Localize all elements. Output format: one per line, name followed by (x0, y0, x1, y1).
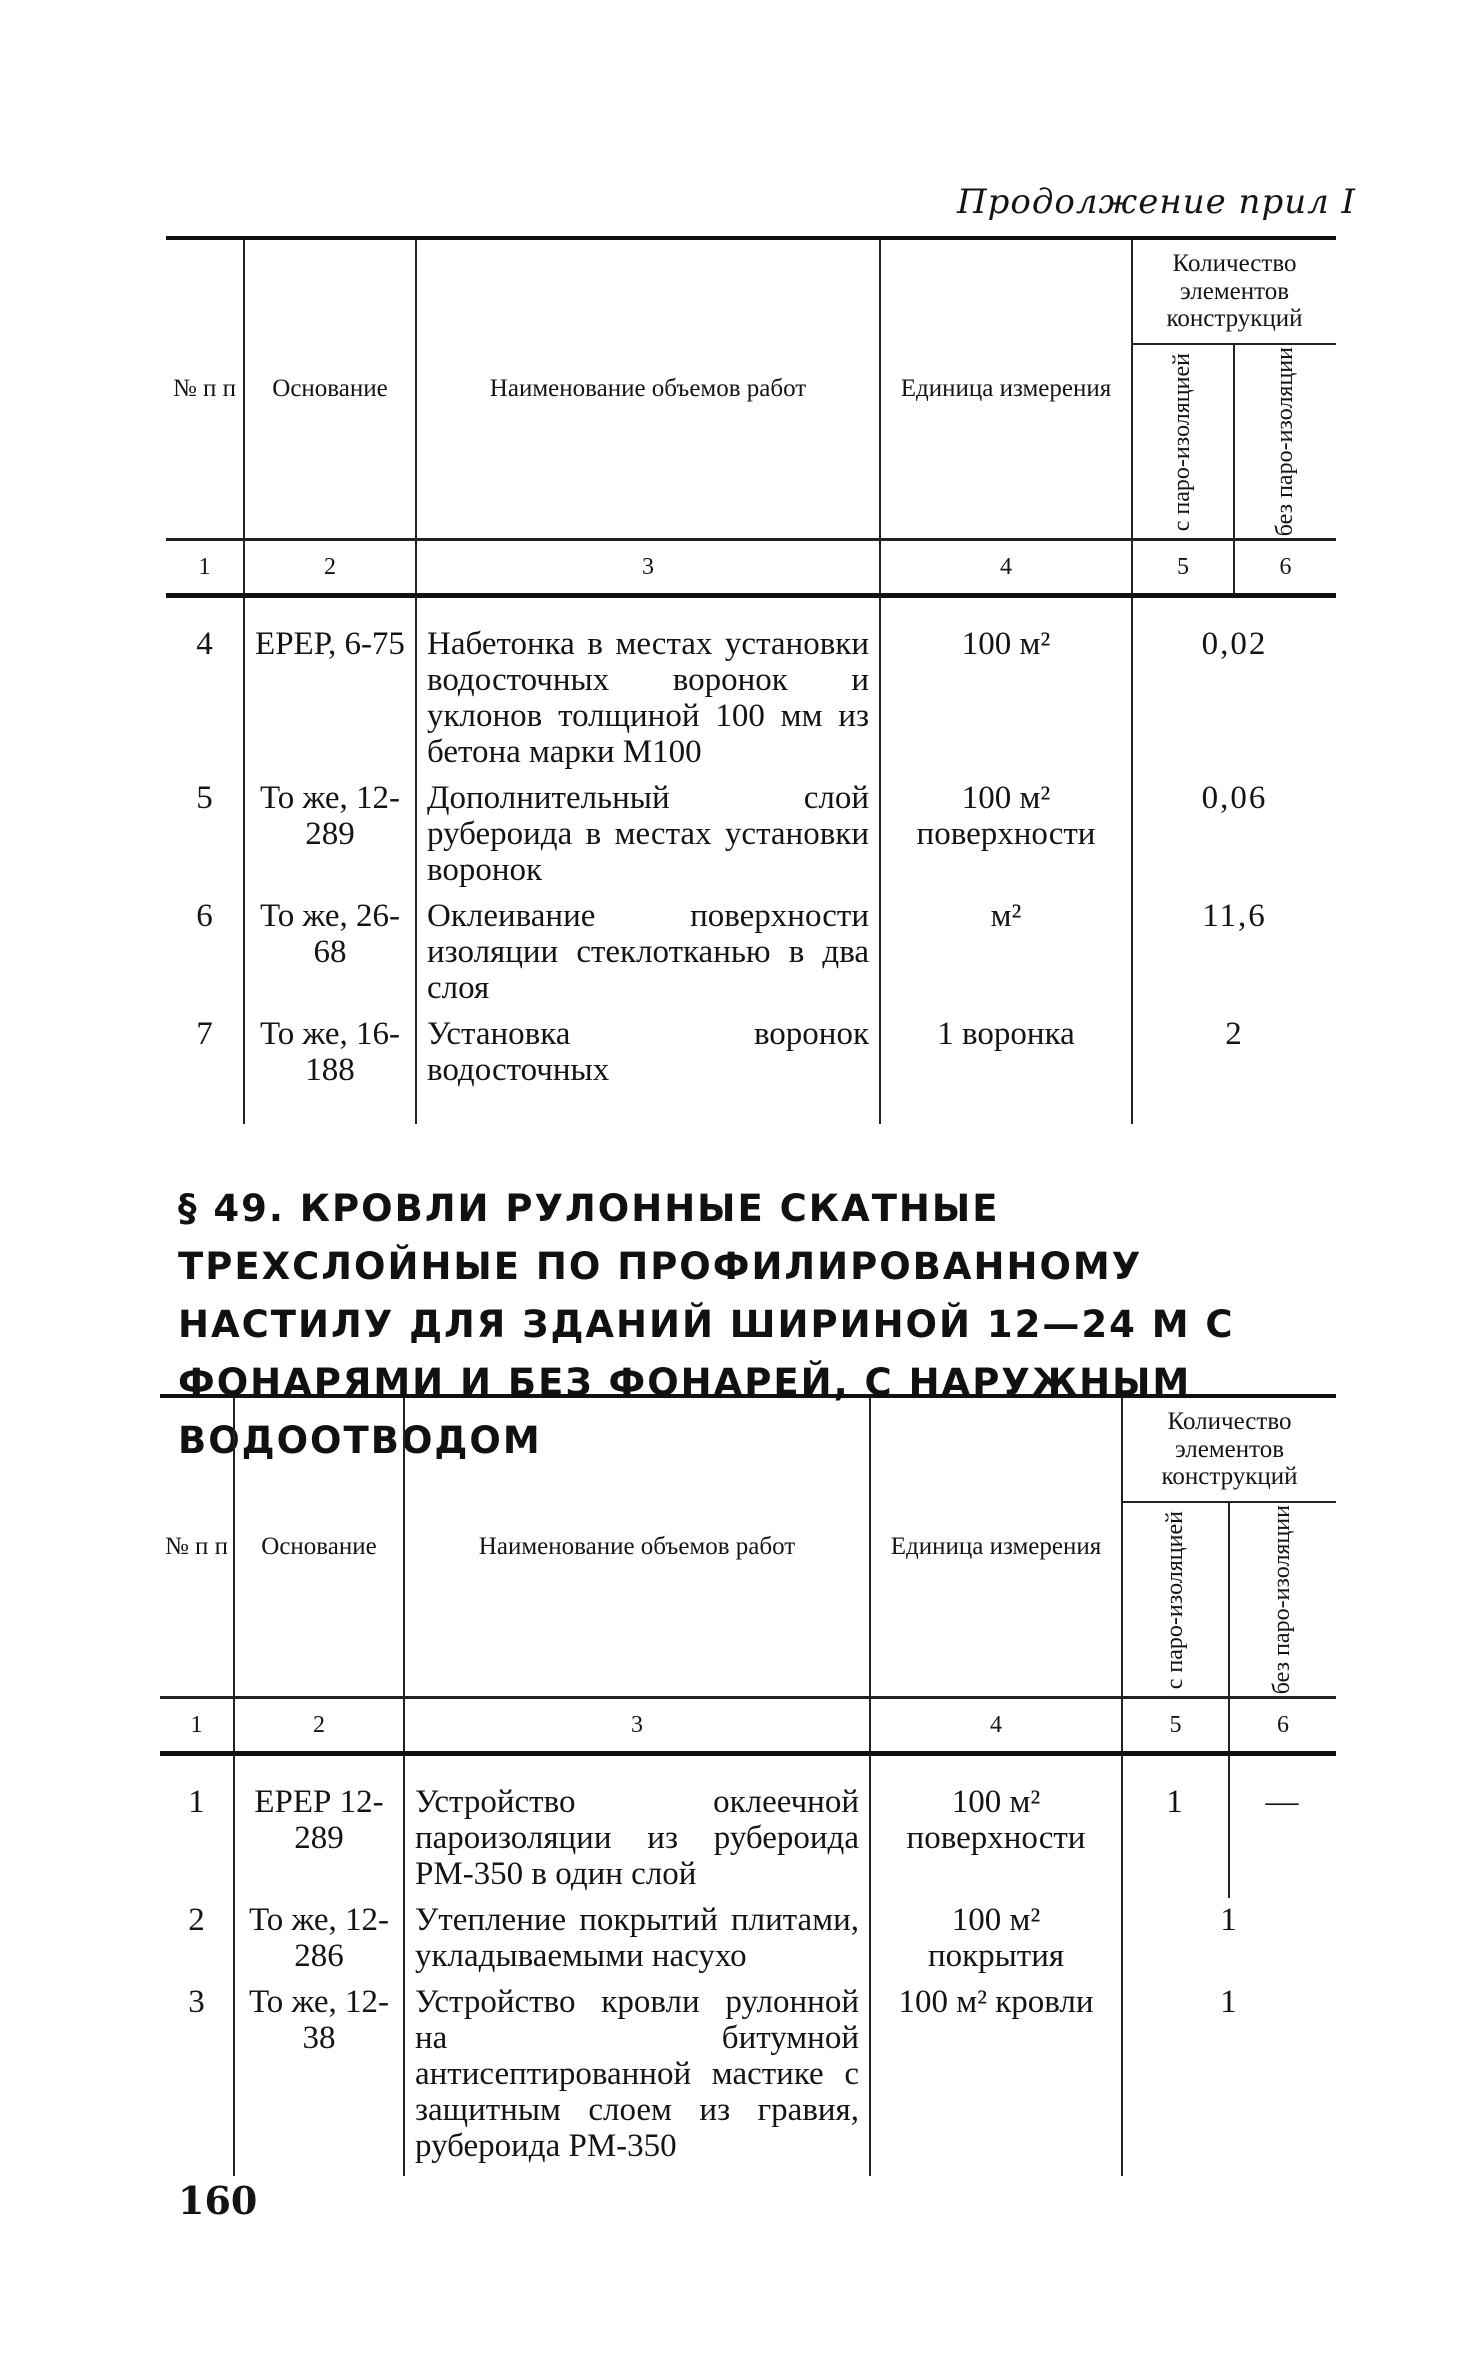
header-qty: Количество элементов конструкций (1122, 1396, 1336, 1502)
row-unit: 100 м² поверхности (880, 776, 1132, 894)
row-work: Оклеивание поверхности изоляции стеклотканью в два слоя (416, 894, 880, 1012)
table-row (166, 596, 1336, 777)
header-qty-with: с паро-изоляцией (1132, 344, 1234, 540)
table-row (166, 1012, 1336, 1124)
col-number: 5 (1122, 1698, 1229, 1754)
header-qty-without: без паро-изоляции (1229, 1502, 1336, 1698)
row-base: То же, 16-188 (244, 1012, 416, 1124)
table-row (166, 776, 1336, 894)
table-row (166, 894, 1336, 1012)
row-num: 5 (166, 776, 244, 894)
row-work: Установка воронок водосточных (416, 1012, 880, 1124)
row-qty: 1 (1122, 1980, 1336, 2176)
row-qty: 11,6 (1132, 894, 1336, 1012)
header-qty: Количество элементов конструкций (1132, 238, 1336, 344)
col-number: 1 (160, 1698, 234, 1754)
row-work: Набетонка в местах установки водосточных воронок и уклонов толщиной 100 мм из бетона марки М100 (416, 596, 880, 777)
col-number: 4 (880, 540, 1132, 596)
row-work: Утепление покрытий плитами, укладываемыми насухо (404, 1898, 870, 1980)
row-qty: 0,06 (1132, 776, 1336, 894)
row-qty: 2 (1132, 1012, 1336, 1124)
header-work: Наименование объемов работ (404, 1396, 870, 1698)
row-unit: 1 воронка (880, 1012, 1132, 1124)
col-number: 2 (244, 540, 416, 596)
header-qty-with: с паро-изоляцией (1122, 1502, 1229, 1698)
row-qty: 0,02 (1132, 596, 1336, 777)
row-base: То же, 12-289 (244, 776, 416, 894)
row-num: 2 (160, 1898, 234, 1980)
section-heading: § 49. КРОВЛИ РУЛОННЫЕ СКАТНЫЕ ТРЕХСЛОЙНЫЕ ПО ПРОФИЛИРОВАННОМУ НАСТИЛУ ДЛЯ ЗДАНИЙ ШИРИНОЙ 12—24 М С ФОНАРЯМИ И БЕЗ ФОНАРЕЙ, С НАРУЖНЫМ ВОДООТВОДОМ (178, 1187, 1235, 1462)
row-work: Устройство оклеечной пароизоляции из рубероида РМ-350 в один слой (404, 1754, 870, 1899)
row-num: 7 (166, 1012, 244, 1124)
header-base: Основание (244, 238, 416, 540)
col-number: 6 (1234, 540, 1336, 596)
works-table-2 (160, 1394, 1336, 2176)
col-number: 1 (166, 540, 244, 596)
row-work: Устройство кровли рулонной на битумной антисептированной мастике с защитным слоем из гравия, рубероида РМ-350 (404, 1980, 870, 2176)
row-qty-without: — (1229, 1754, 1336, 1899)
row-unit: 100 м² покрытия (870, 1898, 1122, 1980)
page-number: 160 (178, 2178, 258, 2223)
header-num: № п п (160, 1396, 234, 1698)
col-number: 6 (1229, 1698, 1336, 1754)
row-work: Дополнительный слой рубероида в местах установки воронок (416, 776, 880, 894)
row-qty-with: 1 (1122, 1754, 1229, 1899)
header-base: Основание (234, 1396, 404, 1698)
table-row (160, 1898, 1336, 1980)
col-number: 5 (1132, 540, 1234, 596)
row-num: 1 (160, 1754, 234, 1899)
table-row (160, 1980, 1336, 2176)
row-base: То же, 12-286 (234, 1898, 404, 1980)
col-number: 4 (870, 1698, 1122, 1754)
row-unit: м² (880, 894, 1132, 1012)
row-num: 6 (166, 894, 244, 1012)
header-work: Наименование объемов работ (416, 238, 880, 540)
works-table-1 (166, 236, 1336, 1124)
table-row (160, 1754, 1336, 1899)
header-qty-without: без паро-изоляции (1234, 344, 1336, 540)
row-base: То же, 12-38 (234, 1980, 404, 2176)
header-unit: Единица измерения (880, 238, 1132, 540)
row-unit: 100 м² (880, 596, 1132, 777)
row-base: ЕРЕР 12-289 (234, 1754, 404, 1899)
row-qty: 1 (1122, 1898, 1336, 1980)
col-number: 2 (234, 1698, 404, 1754)
row-base: ЕРЕР, 6-75 (244, 596, 416, 777)
row-num: 3 (160, 1980, 234, 2176)
row-num: 4 (166, 596, 244, 777)
col-number: 3 (404, 1698, 870, 1754)
row-base: То же, 26-68 (244, 894, 416, 1012)
header-num: № п п (166, 238, 244, 540)
row-unit: 100 м² кровли (870, 1980, 1122, 2176)
col-number: 3 (416, 540, 880, 596)
continuation-note: Продолжение прил I (957, 182, 1356, 222)
header-unit: Единица измерения (870, 1396, 1122, 1698)
row-unit: 100 м² поверхности (870, 1754, 1122, 1899)
